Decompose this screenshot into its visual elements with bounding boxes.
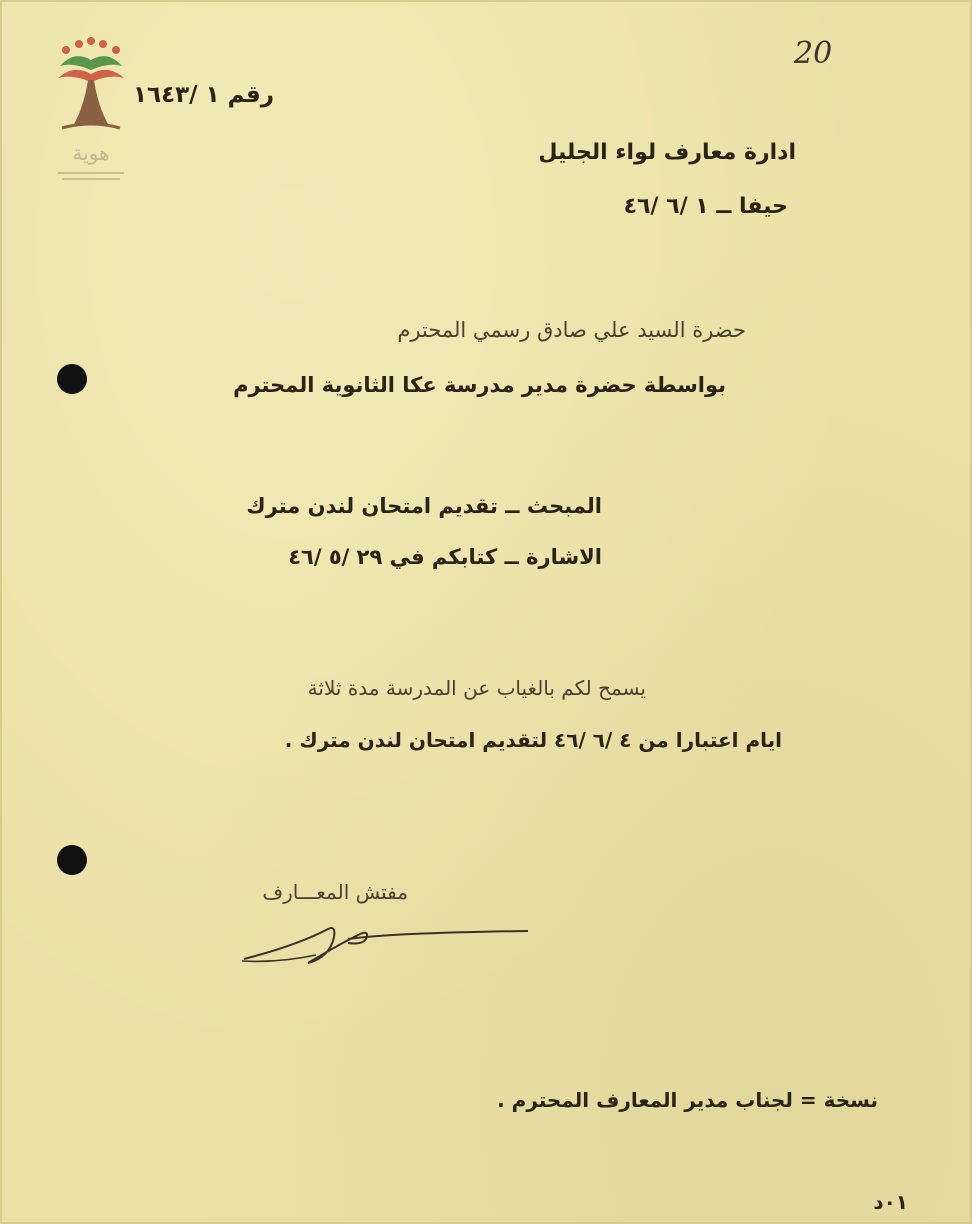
body-line-2: ايام اعتبارا من ٤ /٦ /٤٦ لتقديم امتحان لندن مترك . bbox=[284, 728, 782, 752]
recipient-line-2: بواسطة حضرة مدير مدرسة عكا الثانوية المحترم bbox=[233, 373, 726, 397]
body-line-1: يسمح لكم بالغياب عن المدرسة مدة ثلاثة bbox=[307, 676, 646, 700]
subject-line: المبحث ــ تقديم امتحان لندن مترك bbox=[246, 494, 602, 518]
office-name: ادارة معارف لواء الجليل bbox=[538, 140, 796, 165]
copy-line: نسخة = لجناب مدير المعارف المحترم . bbox=[497, 1088, 878, 1112]
punch-hole-top bbox=[57, 364, 87, 394]
place-date: حيفا ــ ١ /٦ /٤٦ bbox=[623, 194, 788, 219]
punch-hole-bottom bbox=[57, 845, 87, 875]
reference-line: الاشارة ــ كتابكم في ٢٩ /٥ /٤٦ bbox=[288, 545, 602, 569]
handwritten-signature bbox=[238, 905, 538, 975]
reference-number: رقم ١ /١٦٤٣ bbox=[133, 82, 274, 108]
footer-code: ٠١د bbox=[873, 1190, 908, 1214]
tree-logo-icon bbox=[54, 36, 128, 186]
page-number: 20 bbox=[794, 36, 833, 71]
logo-caption: هوية bbox=[72, 141, 110, 165]
recipient-line-1: حضرة السيد علي صادق رسمي المحترم bbox=[397, 318, 746, 342]
signature-title: مفتش المعـــارف bbox=[262, 880, 408, 904]
